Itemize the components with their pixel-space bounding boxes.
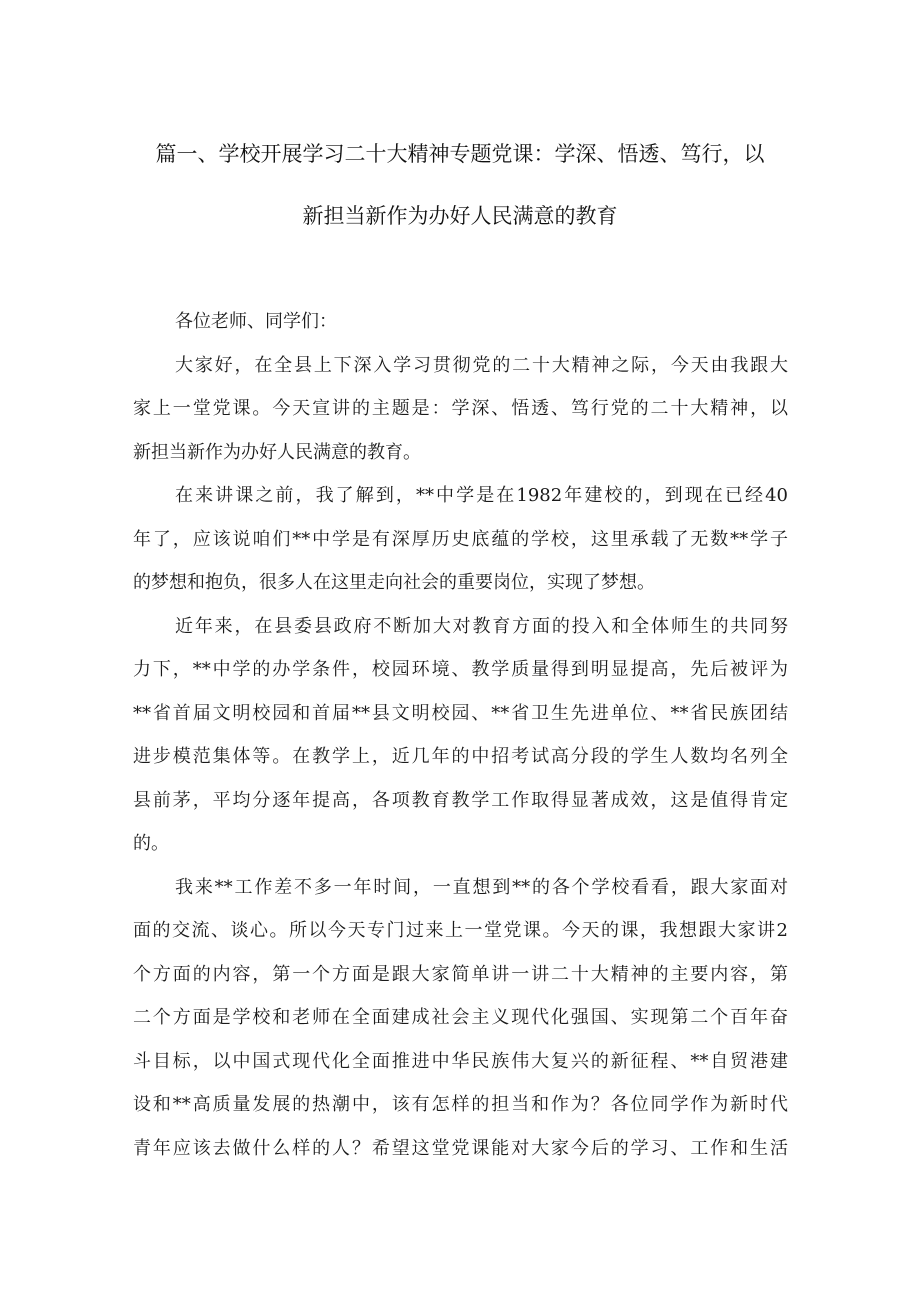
text-line: 的梦想和抱负，很多人在这里走向社会的重要岗位，实现了梦想。 (133, 572, 655, 593)
text-line: 大家好，在全县上下深入学习贯彻党的二十大精神之际，今天由我跟大 (175, 354, 788, 376)
text-line: **省首届文明校园和首届**县文明校园、**省卫生先进单位、**省民族团结 (133, 702, 788, 724)
text-line: 新担当新作为办好人民满意的教育。 (133, 441, 421, 463)
text-line: 青年应该去做什么样的人？希望这堂党课能对大家今后的学习、工作和生活 (133, 1137, 788, 1159)
text-line: 年了，应该说咱们**中学是有深厚历史底蕴的学校，这里承载了无数**学子 (133, 528, 788, 550)
paragraph (133, 480, 788, 599)
text-line: 近年来，在县委县政府不断加大对教育方面的投入和全体师生的共同努 (175, 615, 788, 637)
title-line: 篇一、学校开展学习二十大精神专题党课：学深、悟透、笃行，以 (155, 142, 765, 166)
text-line: 力下，**中学的办学条件，校园环境、教学质量得到明显提高，先后被评为 (133, 659, 788, 680)
text-line: 的。 (133, 833, 169, 854)
salutation: 各位老师、同学们： (175, 311, 337, 332)
text-line: 面的交流、谈心。所以今天专门过来上一堂党课。今天的课，我想跟大家讲2 (133, 920, 788, 941)
text-line: 斗目标，以中国式现代化全面推进中华民族伟大复兴的新征程、**自贸港建 (133, 1050, 788, 1072)
text-line: 进步模范集体等。在教学上，近几年的中招考试高分段的学生人数均名列全 (133, 746, 788, 767)
text-line: 在来讲课之前，我了解到，**中学是在1982年建校的，到现在已经40 (175, 485, 788, 506)
document-body (133, 306, 788, 1176)
text-line: 我来**工作差不多一年时间，一直想到**的各个学校看看，跟大家面对 (175, 876, 788, 898)
text-line: 设和**高质量发展的热潮中，该有怎样的担当和作为？各位同学作为新时代 (133, 1094, 788, 1115)
text-line: 家上一堂党课。今天宣讲的主题是：学深、悟透、笃行党的二十大精神，以 (133, 398, 788, 419)
title-line: 新担当新作为办好人民满意的教育 (302, 204, 618, 228)
text-line: 二个方面是学校和老师在全面建成社会主义现代化强国、实现第二个百年奋 (133, 1007, 788, 1028)
paragraph (133, 611, 788, 861)
text-line: 个方面的内容，第一个方面是跟大家简单讲一讲二十大精神的主要内容，第 (133, 963, 788, 985)
text-line: 县前茅，平均分逐年提高，各项教育教学工作取得显著成效，这是值得肯定 (133, 789, 788, 811)
paragraph (133, 350, 788, 469)
paragraph (133, 872, 788, 1165)
